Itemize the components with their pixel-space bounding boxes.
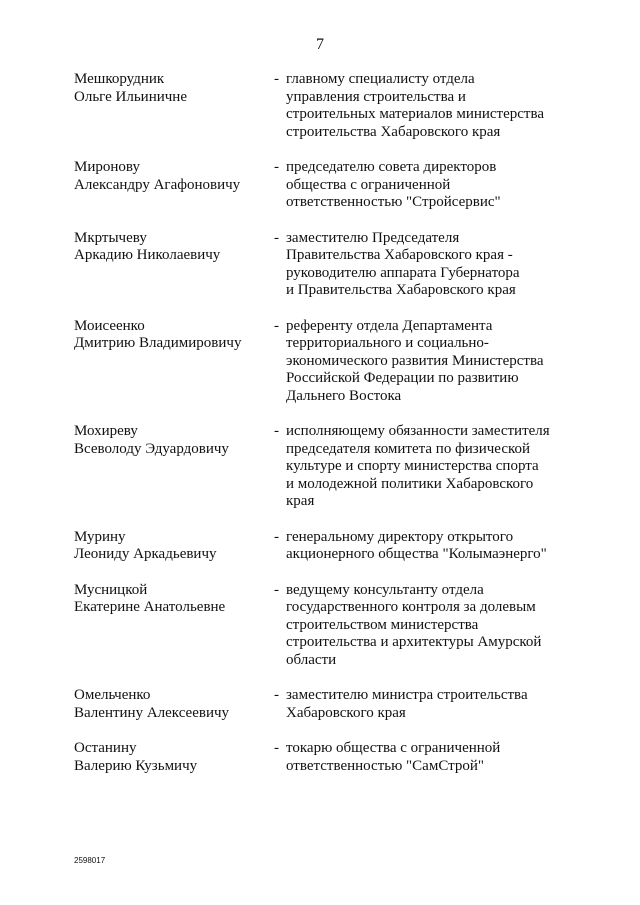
awardee-position bbox=[286, 687, 574, 722]
awardee-position bbox=[286, 318, 574, 406]
entry-dash: - bbox=[274, 740, 279, 756]
awardee-name bbox=[74, 318, 274, 406]
awardee-name bbox=[74, 582, 274, 670]
awardee-name bbox=[74, 71, 274, 141]
awardee-entry bbox=[74, 230, 574, 300]
awardee-name bbox=[74, 740, 274, 775]
awardee-position bbox=[286, 230, 574, 300]
position-line: общества с ограниченной bbox=[286, 176, 451, 193]
position-line: ответственностью "Стройсервис" bbox=[286, 194, 501, 210]
position-line: председателю совета директоров bbox=[286, 159, 497, 175]
entry-dash: - bbox=[274, 229, 279, 246]
awardee-entry bbox=[74, 529, 574, 564]
awardee-entry bbox=[74, 159, 574, 212]
position-line: ведущему консультанту отдела bbox=[286, 581, 484, 598]
awardee-given-names: Дмитрию Владимировичу bbox=[74, 335, 242, 351]
awardee-name bbox=[74, 423, 274, 511]
position-line: Дальнего Востока bbox=[286, 387, 402, 404]
awardee-entry bbox=[74, 423, 574, 511]
entry-dash: - bbox=[274, 317, 279, 334]
entry-dash: - bbox=[274, 423, 279, 439]
awardee-surname: Мохиреву bbox=[74, 423, 138, 439]
position-line: и Правительства Хабаровского края bbox=[286, 282, 516, 298]
position-line: председателя комитета по физической bbox=[286, 440, 531, 457]
entry-dash: - bbox=[274, 528, 279, 545]
position-line: территориального и социально- bbox=[286, 335, 489, 351]
position-line: главному специалисту отдела bbox=[286, 71, 475, 87]
position-line: Хабаровского края bbox=[286, 704, 406, 721]
position-line: и молодежной политики Хабаровского bbox=[286, 475, 534, 492]
awardee-given-names: Екатерине Анатольевне bbox=[74, 599, 226, 615]
awardee-entry bbox=[74, 687, 574, 722]
awardee-given-names: Аркадию Николаевичу bbox=[74, 247, 221, 263]
awardee-name bbox=[74, 529, 274, 564]
awardee-surname: Мешкорудник bbox=[74, 71, 165, 87]
position-line: генеральному директору открытого bbox=[286, 528, 514, 545]
awardee-entry bbox=[74, 71, 574, 141]
position-line: управления строительства и bbox=[286, 88, 466, 105]
position-line: Правительства Хабаровского края - bbox=[286, 247, 513, 263]
awardee-surname: Мурину bbox=[74, 528, 126, 545]
awardee-entry bbox=[74, 740, 574, 775]
position-line: экономического развития Министерства bbox=[286, 352, 544, 369]
position-line: Российской Федерации по развитию bbox=[286, 370, 519, 386]
position-line: руководителю аппарата Губернатора bbox=[286, 264, 520, 281]
awardee-surname: Миронову bbox=[74, 159, 140, 175]
position-line: заместителю Председателя bbox=[286, 229, 460, 246]
entry-dash: - bbox=[274, 687, 279, 703]
position-line: ответственностью "СамСтрой" bbox=[286, 757, 485, 774]
position-line: строительства Хабаровского края bbox=[286, 123, 501, 140]
position-line: исполняющему обязанности заместителя bbox=[286, 423, 550, 439]
awardee-given-names: Валерию Кузьмичу bbox=[74, 757, 198, 774]
awardee-position bbox=[286, 529, 574, 564]
awardee-surname: Моисеенко bbox=[74, 317, 145, 334]
awardee-position bbox=[286, 582, 574, 670]
awardee-name bbox=[74, 687, 274, 722]
awardee-given-names: Ольге Ильиничне bbox=[74, 88, 187, 105]
awardee-entry bbox=[74, 582, 574, 670]
entry-dash: - bbox=[274, 71, 279, 87]
position-line: референту отдела Департамента bbox=[286, 317, 493, 334]
position-line: культуре и спорту министерства спорта bbox=[286, 458, 539, 474]
awardee-given-names: Всеволоду Эдуардовичу bbox=[74, 440, 229, 457]
awardee-entry bbox=[74, 318, 574, 406]
position-line: области bbox=[286, 651, 337, 668]
awardee-position bbox=[286, 423, 574, 511]
position-line: строительных материалов министерства bbox=[286, 106, 545, 122]
awardee-given-names: Александру Агафоновичу bbox=[74, 176, 241, 193]
position-line: строительством министерства bbox=[286, 616, 479, 633]
awardee-name bbox=[74, 230, 274, 300]
awardee-surname: Омельченко bbox=[74, 687, 151, 703]
entry-dash: - bbox=[274, 581, 279, 598]
awardee-surname: Останину bbox=[74, 740, 137, 756]
position-line: государственного контроля за долевым bbox=[286, 599, 536, 615]
page-number: 7 bbox=[316, 36, 324, 53]
awardee-position bbox=[286, 71, 574, 141]
awardee-given-names: Леониду Аркадьевичу bbox=[74, 546, 217, 562]
awardee-list bbox=[74, 71, 574, 775]
awardee-given-names: Валентину Алексеевичу bbox=[74, 704, 230, 721]
entry-dash: - bbox=[274, 159, 279, 175]
position-line: края bbox=[286, 493, 315, 509]
awardee-position bbox=[286, 740, 574, 775]
position-line: токарю общества с ограниченной bbox=[286, 740, 501, 756]
position-line: заместителю министра строительства bbox=[286, 687, 528, 703]
awardee-surname: Мкртычеву bbox=[74, 229, 147, 246]
awardee-name bbox=[74, 159, 274, 212]
awardee-surname: Мусницкой bbox=[74, 581, 148, 598]
document-code: 2598017 bbox=[74, 856, 106, 865]
position-line: строительства и архитектуры Амурской bbox=[286, 634, 542, 650]
awardee-position bbox=[286, 159, 574, 212]
position-line: акционерного общества "Колымаэнерго" bbox=[286, 546, 547, 562]
